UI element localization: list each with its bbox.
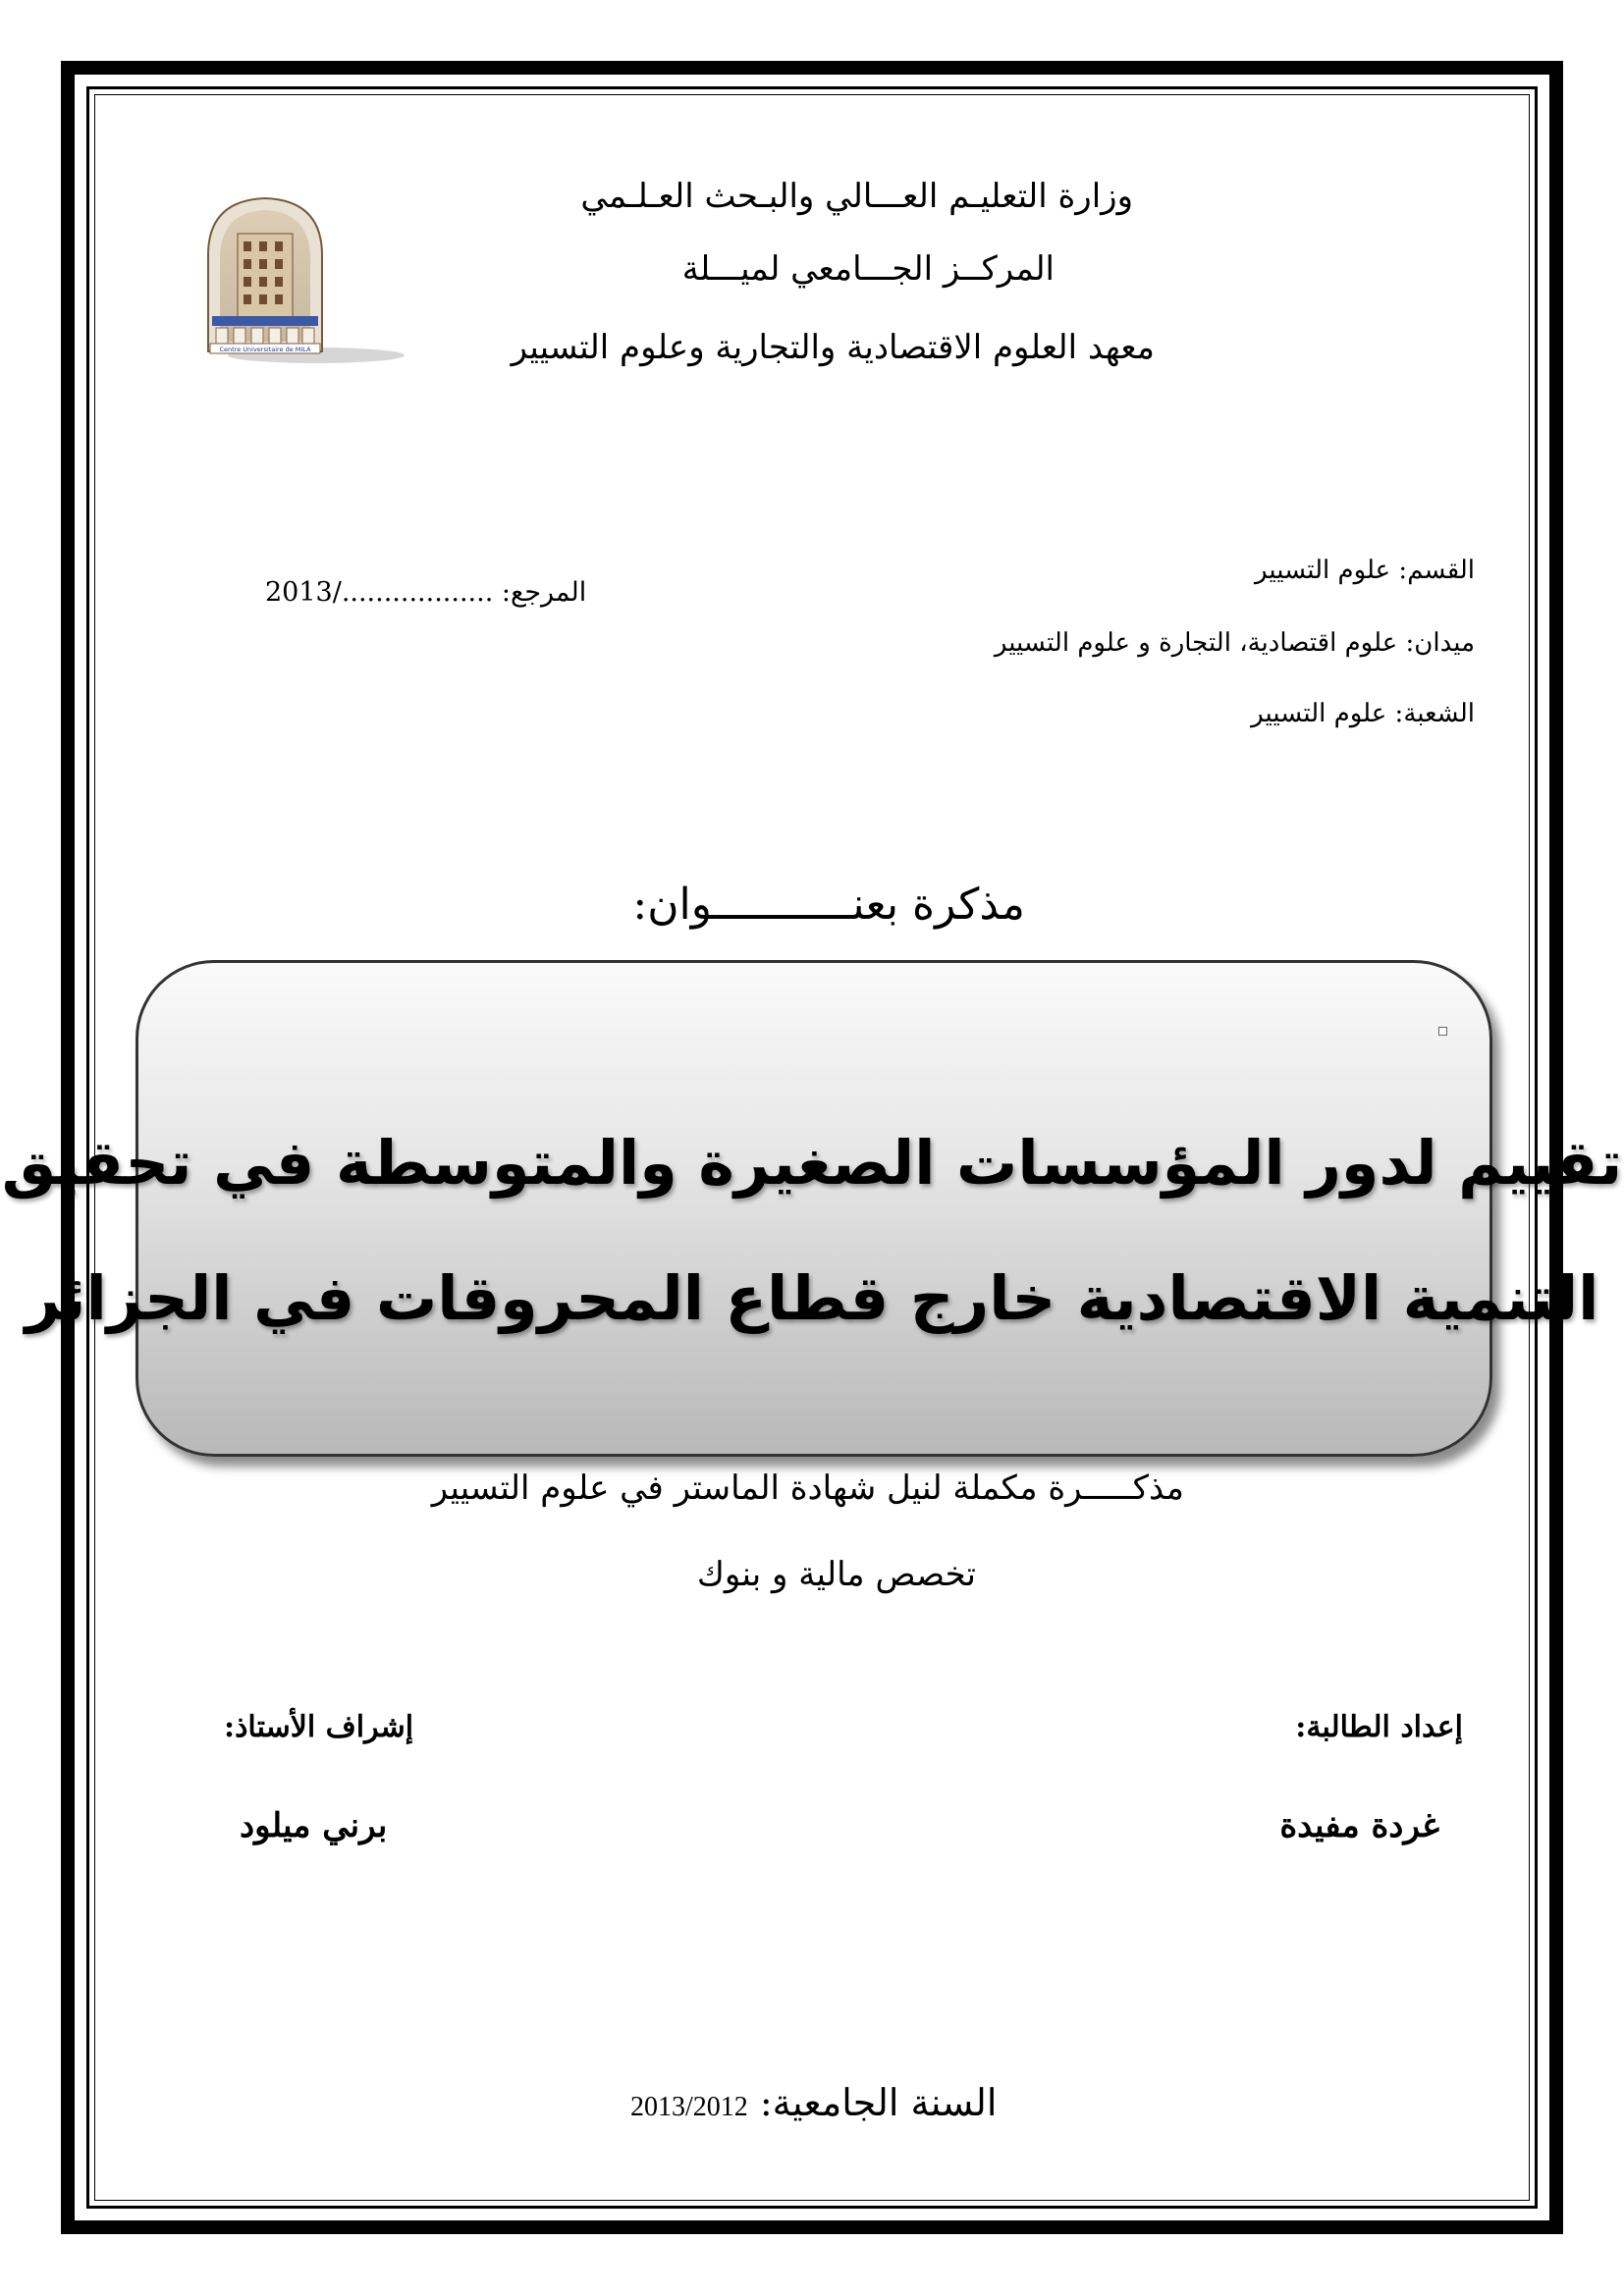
- academic-year-value: 2013/2012: [630, 2092, 748, 2122]
- academic-year: [630, 2081, 997, 2124]
- university-center-name: المركــز الجـــامعي لميـــلة: [681, 249, 1055, 289]
- supervised-by-label: إشراف الأستاذ:: [224, 1710, 414, 1744]
- degree-statement: مذكـــــرة مكملة لنيل شهادة الماستر في علوم التسيير: [431, 1468, 1184, 1508]
- reference-year: 2013/: [265, 577, 342, 608]
- thesis-title-line-1: تقييم لدور المؤسسات الصغيرة والمتوسطة في تحقيق: [1, 1127, 1623, 1199]
- specialization: تخصص مالية و بنوك: [696, 1555, 976, 1594]
- institute-name: معهد العلوم الاقتصادية والتجارية وعلوم التسيير: [511, 328, 1155, 367]
- university-building-logo-icon: [200, 194, 406, 367]
- reference: [265, 577, 586, 608]
- thesis-title-box: [135, 960, 1492, 1457]
- field-label: ميدان: علوم اقتصادية، التجارة و علوم التسيير: [994, 628, 1475, 658]
- supervisor-name: برني ميلود: [240, 1806, 388, 1845]
- thesis-title-line-2: التنمية الاقتصادية خارج قطاع المحروقات في الجزائر: [25, 1262, 1599, 1334]
- branch-label: الشعبة: علوم التسيير: [1251, 699, 1475, 728]
- logo-caption: Centre Universitaire de MILA: [219, 346, 311, 353]
- ministry-name: وزارة التعليـم العـــالي والبـحث العـلـمي: [580, 177, 1133, 216]
- prepared-by-label: إعداد الطالبة:: [1295, 1710, 1463, 1744]
- small-square-mark: [1438, 1027, 1447, 1036]
- memo-title-label: مذكرة بعنـــــــــــوان:: [632, 880, 1025, 930]
- department-label: القسم: علوم التسيير: [1255, 556, 1475, 585]
- student-name: غردة مفيدة: [1279, 1806, 1439, 1845]
- reference-label: المرجع: ..................: [341, 577, 587, 608]
- academic-year-label: السنة الجامعية:: [759, 2081, 998, 2124]
